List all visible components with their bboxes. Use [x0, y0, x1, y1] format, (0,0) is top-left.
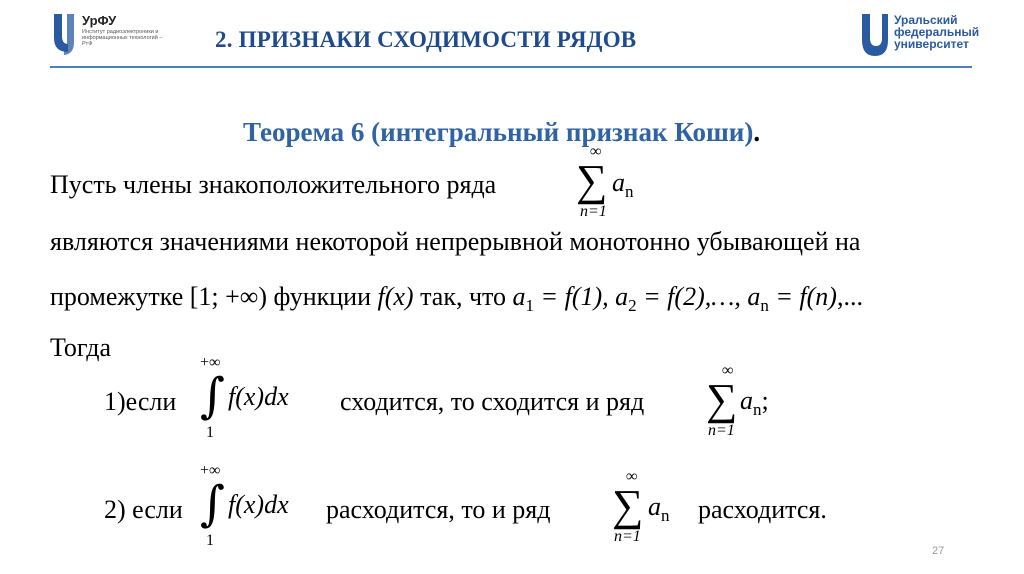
urfu-logo-name: УрФУ [82, 13, 117, 28]
cond2-prefix: 2) если [104, 495, 183, 524]
theorem-title-text: Теорема 6 (интегральный признак Коши) [243, 117, 754, 147]
slide-title: 2. ПРИЗНАКИ СХОДИМОСТИ РЯДОВ [215, 27, 637, 52]
sum-upper-limit: ∞ [590, 143, 602, 160]
theorem-title-dot: . [753, 117, 761, 147]
urfu-mark-icon [52, 12, 78, 56]
cond1-prefix: 1)если [104, 387, 177, 416]
cond1-text: сходится, то сходится и ряд [340, 387, 645, 416]
sum-lower-limit: n=1 [580, 203, 607, 220]
sum-sign: ∑ [576, 156, 608, 205]
series-formula-1 [574, 143, 654, 223]
urfu-logo-left [52, 12, 163, 58]
series-formula-2: ∞ ∑ $a_n$; n=1 [706, 362, 769, 439]
text-then: Тогда [50, 333, 112, 362]
urfu-logo-right [860, 12, 990, 60]
integrand: f(x)dx [228, 382, 289, 411]
integral-upper-limit: +∞ [200, 354, 221, 371]
integral-sign: ∫ [200, 368, 226, 424]
text-line-1: Пусть члены знакоположительного ряда [50, 170, 497, 199]
line3-mid: так, что [420, 282, 507, 311]
integral-lower-limit: 1 [206, 424, 214, 441]
text-line-3: промежутке [1; +∞) функции f(x) так, что $a_1 = f(1)$, $a_2$ = f(2),…, $a_n = f(n)$,... [50, 282, 863, 315]
urfu-logo-subtitle: Институт радиоэлектроники и информационных технологий – РтФ [82, 29, 163, 47]
integral-formula-1 [196, 354, 316, 444]
urfu-u-icon [860, 12, 888, 58]
page-number: 27 [932, 545, 945, 557]
integral-formula-2: +∞ ∫ f(x)dx 1 [200, 462, 289, 549]
text-line-2: являются значениями некоторой непрерывной монотонно убывающей на [50, 227, 861, 256]
sum-term: $a_n$; [740, 386, 769, 419]
function-fx: f(x) [377, 282, 414, 311]
cond2-text: расходится, то и ряд [326, 495, 551, 524]
header-divider [50, 66, 972, 68]
cond2-end: расходится. [698, 495, 827, 524]
line3-prefix: промежутке [1; +∞) функции [50, 282, 371, 311]
theorem-title [243, 117, 760, 148]
sum-term: $a_n$ [612, 168, 634, 201]
series-formula-3: ∞ ∑ $a_n$ n=1 [612, 468, 670, 545]
university-name: Уральский федеральный университет [894, 13, 980, 51]
